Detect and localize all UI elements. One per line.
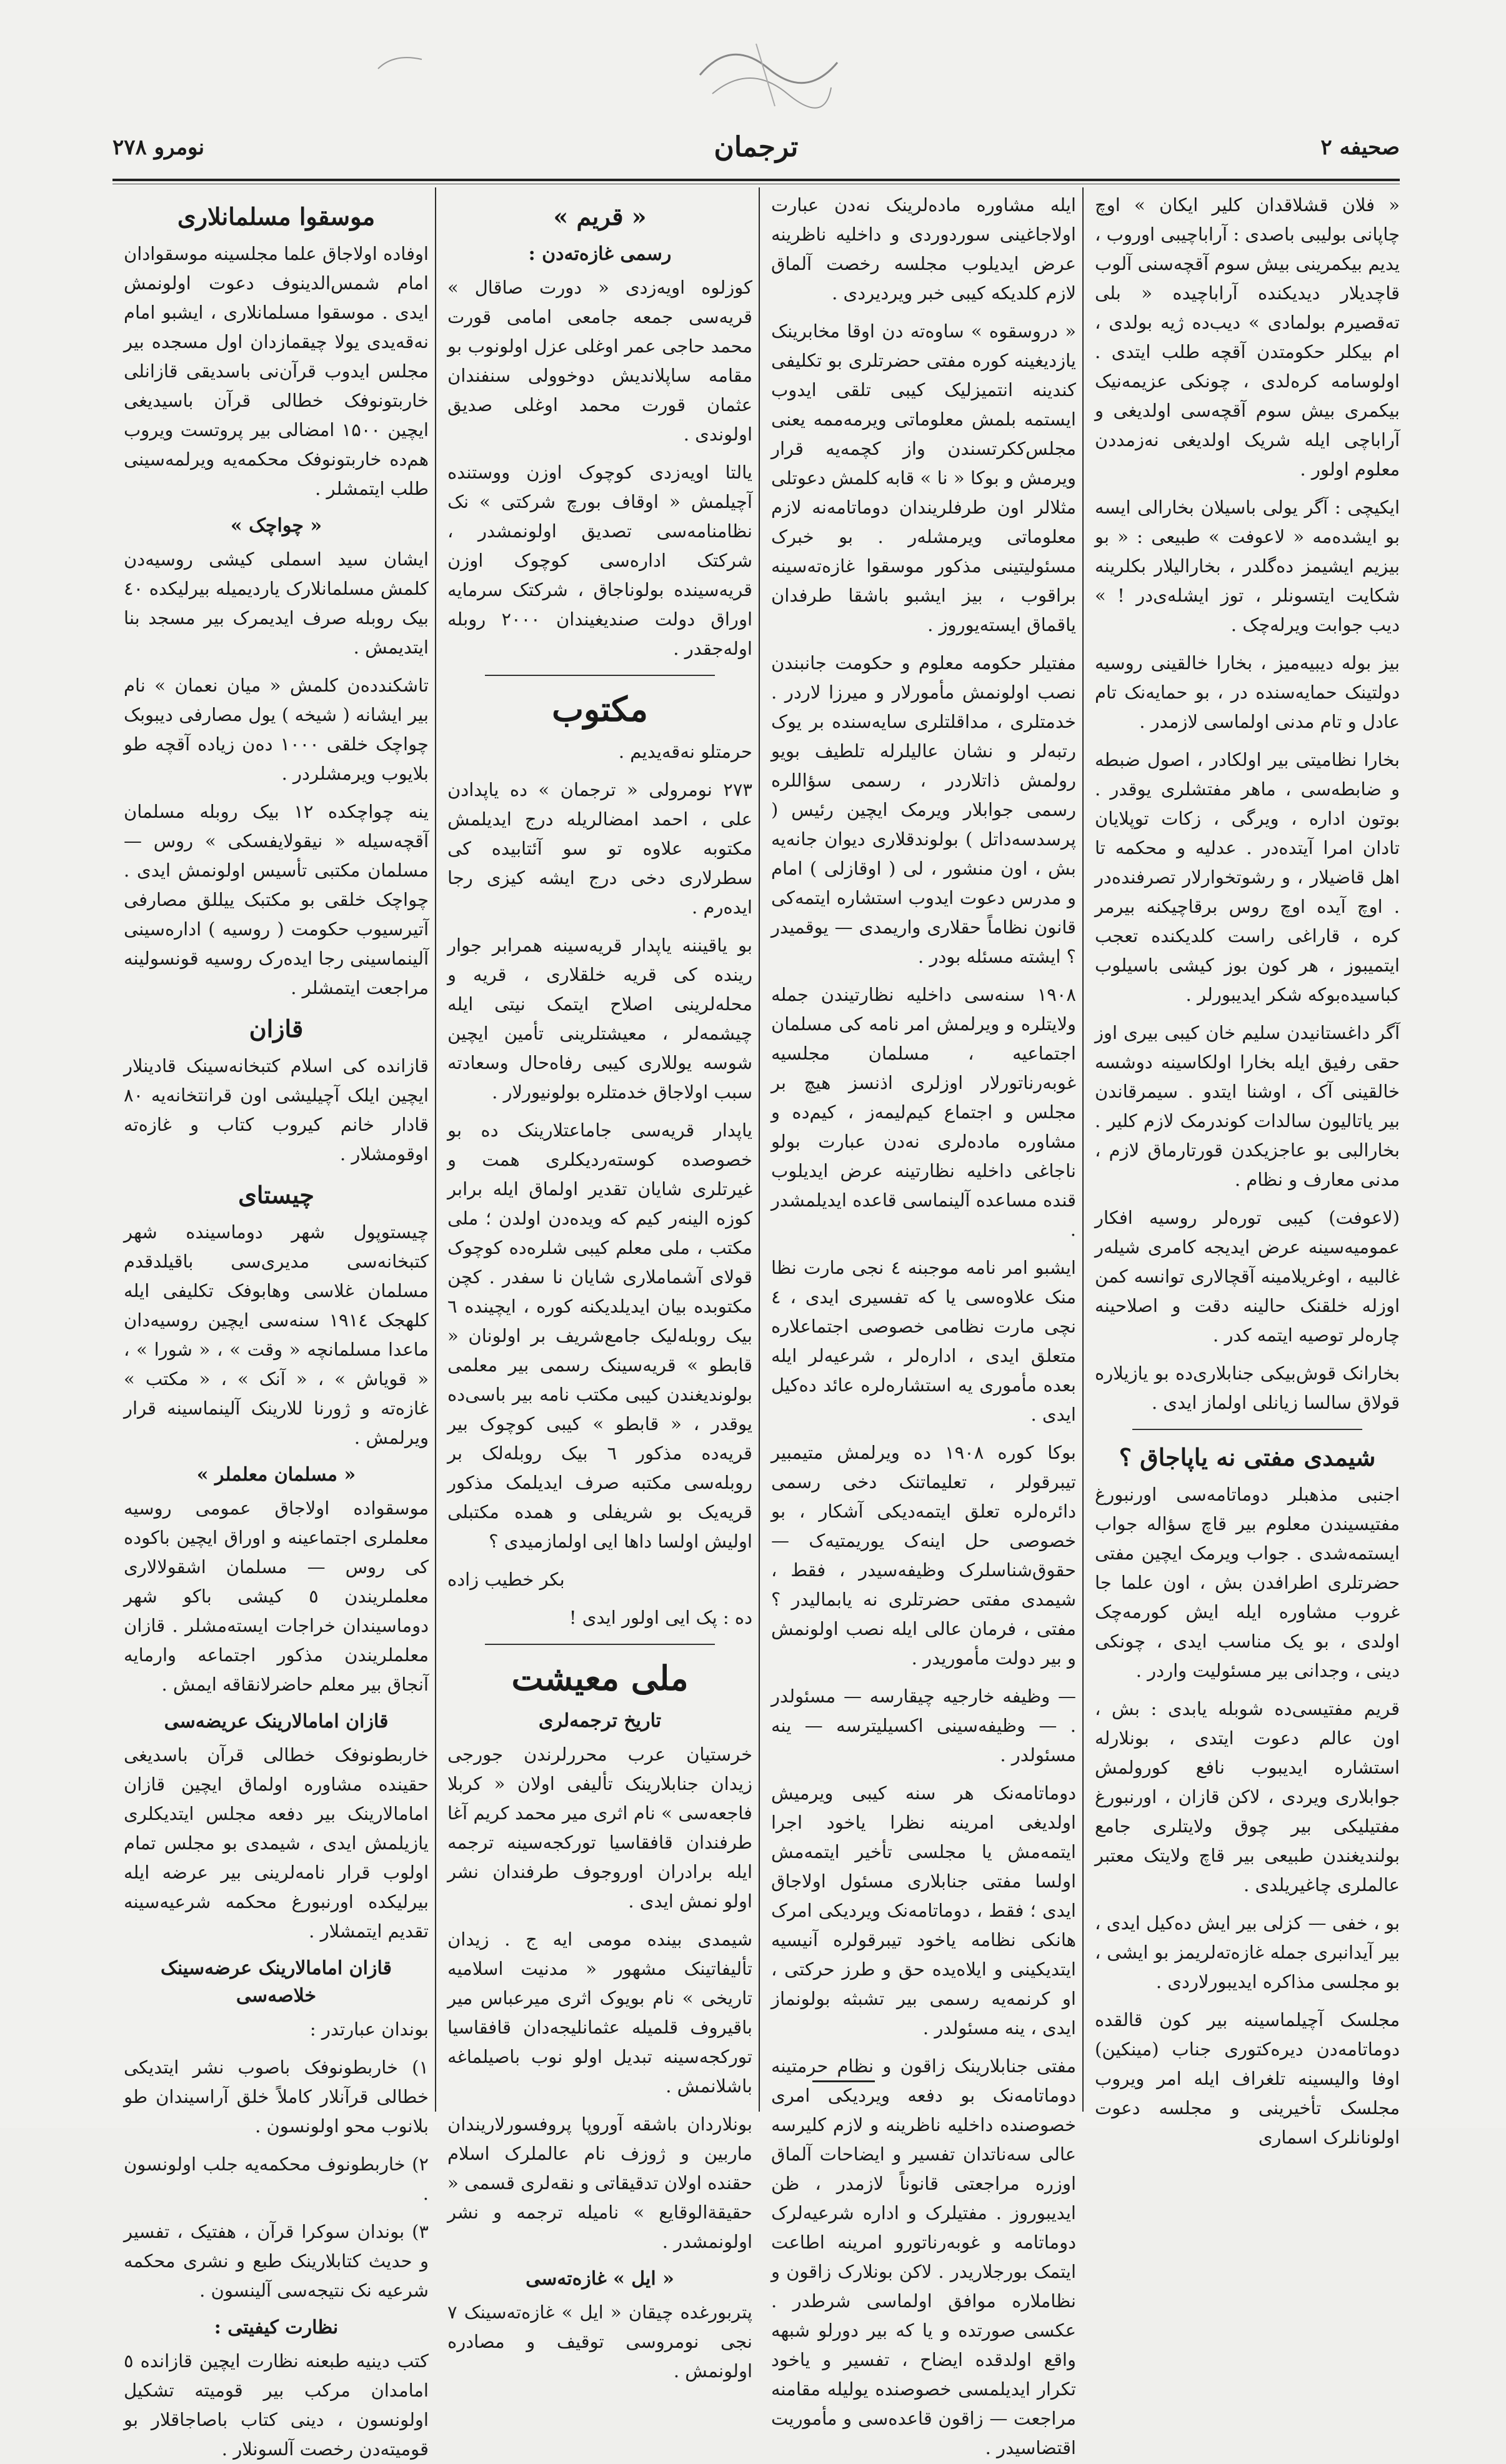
masthead bbox=[112, 131, 1400, 175]
article-heading: قازان bbox=[249, 1015, 304, 1043]
section-divider bbox=[1132, 1429, 1362, 1430]
article-paragraph: تاشکندده‌ن کلمش « میان نعمان » نام بیر ایشانه ( شیخه ) یول مصارفی دیبوبک چواچک خلقی ۱۰۰۰ ده‌ن زیاده آقچه طو بلایوب ویرمشلردر . bbox=[124, 675, 429, 784]
column-1 bbox=[1095, 191, 1400, 2148]
page-label: صحیفه ۲ bbox=[1320, 135, 1400, 160]
article-paragraph: قازانده کی اسلام کتبخانه‌سینک قادینلار ایچین ایلک آچیلیشی اون قرانتخانه‌یه ۸۰ قادار خانم کیروب کتاب و غازه‌ته اوقومشلار . bbox=[124, 1055, 429, 1165]
pen-mark bbox=[375, 50, 425, 75]
article-subheading: « ایل » غازه‌ته‌سی bbox=[526, 2268, 674, 2290]
article-subheading: نظارت کیفیتی : bbox=[214, 2317, 339, 2338]
article-paragraph: « دروسقوه » ساوه‌ته دن اوقا مخابرینک یازدیغینه کوره مفتی حضرتلری بو تکلیفی کندینه انتمیزلیک کیبی تلقی ایدوب ایستمه‌ بلمش معلوماتی ویرمه‌ممه یعنی مجلس‌ککرتسندن واز کچمه‌یه قرار ویرمش و بوکا « نا » قابه کلمش دعوتلی مثلالر اون طرفلریندان دوماتامه‌نه لازم معلوماتی ویرمشله‌ر . بو خبرک مسئولیتینی مذکور موسقوا غازه‌ته‌سینه براقوب ، بیز ایشبو باشقا طرفدان یاقماق ایسته‌یوروز . bbox=[771, 320, 1076, 635]
article-heading: شیمدی مفتی نه یاپاجاق ؟ bbox=[1119, 1443, 1376, 1471]
article-paragraph: موسقواده اولاجاق عمومی روسیه معلملری اجتماعینه و اوراق ایچین باکوده کی روس — مسلمان اشقولالاری معلملریندن ٥ کیشی باکو شهر دوماسیندان خراجات ایسته‌مشلر . قازان معلملریندن مذکور اجتماعه وارمایه آنجاق بیر معلم حاضرلانقاقه ایمش . bbox=[124, 1498, 429, 1695]
article-paragraph: مفتی جنابلارینک زاقون و نظام حرمتینه دوماتامه‌نک بو دفعه ویردیکی امری خصوصنده داخلیه ناظرینه و لازم کلیرسه عالی سه‌ناتدان تفسیر و ایضاحات آلماق اوزره مراجعتی قانوناً لازمدر ، ظن ایدیبوروز . مفتیلرک و اداره شرعیه‌لرک دوماتامه و غوبه‌رناتورو امرینه اطاعت ایتمک بورجلاریدر . لاکن بونلارک زاقون و نظاملاره موافق اولماسی شرطدر . عکسی صورتده و یا که بیر دورلو شبهه واقع اولدقده ایضاح ، تفسیر و یاخود تکرار ایدیلمسی خصوصنده یولیله مقامنه مراجعت — زاقون قاعده‌سی و مأموریت اقتضاسیدر . bbox=[771, 2055, 1076, 2458]
article-paragraph: دوماتامه‌نک هر سنه کیبی ویرمیش اولدیغی امرینه نظرا یاخود اجرا ایتمه‌مش یا مجلسی تأخیر ایتمه‌مش اولسا مفتی جنابلاری مسئول اولاجاق ایدی ؛ فقط ، دوماتامه‌نک ویردیکی امرک هانکی نظامه یاخود تیبرقولره آنیسیه ایتدیکینی و ایلاه‌یده حق و طرز حرکتی ، او کرنمه‌یه رسمی بیر تشبثه بولونماز ایدی ، ینه مسئولدر . bbox=[771, 1782, 1076, 2039]
article-subheading: تاریخ ترجمه‌لری bbox=[538, 1710, 662, 1732]
footer-rule bbox=[812, 2080, 875, 2082]
article-paragraph: ایله مشاوره ماده‌لرینک نه‌دن عبارت اولاجاغینی سوردوردی و داخلیه ناظرینه عرض ایدیلوب مجلسه رخصت آلماق لازم کلدیکه کیبی خبر ویردیردی . bbox=[771, 194, 1076, 304]
list-item: ۲) خاربطونوف محکمه‌یه جلب اولونسون . bbox=[124, 2154, 429, 2204]
list-item: ۱) خاربطونوفک باصوب نشر ایتدیکی خطالی قرآنلار کاملاً خلق آراسیندان طو بلانوب محو اولونسون . bbox=[124, 2057, 429, 2137]
article-paragraph: پتربورغده چیقان « ایل » غازه‌ته‌سینک ۷ نجی نومروسی توقیف و مصادره اولونمش . bbox=[447, 2302, 752, 2382]
column-divider bbox=[435, 187, 436, 2112]
column-divider bbox=[1082, 187, 1084, 2112]
article-paragraph: شیمدی بینده مومی ایه ج . زیدان تألیفاتینک مشهور « مدنیت اسلامیه تاریخی » نام بویوک اثری میرعباس میر باقیروف قلمیله عثمانلیجه‌دان قافقاسیا تورکجه‌سینه تبدیل اولو نوب باصیلماغه باشلانمش . bbox=[447, 1929, 752, 2097]
article-paragraph: — وظیفه خارجیه چیقارسه — مسئولدر . — وظیفه‌سینی اکسیلیترسه — ینه مسئولدر . bbox=[771, 1686, 1076, 1766]
column-divider bbox=[759, 187, 760, 2112]
article-paragraph: اجنبی مذهبلر دوماتامه‌سی اورنبورغ مفتیسیندن معلوم بیر قاچ سؤاله جواب ایستمه‌شدی . جواب ویرمک ایچین مفتی حضرتلری اطرافدن بش ، اون علما جا غروب مشاوره ایله ایش کورمه‌چک اولدی ، بو یک مناسب ایدی ، چونکی دینی ، وجدانی بیر مسئولیت واردر . bbox=[1095, 1484, 1400, 1681]
article-paragraph: بخارانک قوش‌بیکی جنابلاری‌ده بو یازیلاره قولاق سالسا زیانلی اولماز ایدی . bbox=[1095, 1363, 1400, 1413]
article-subheading: « چواچک » bbox=[230, 515, 322, 537]
article-subheading: قازان امامالارینک عریضه‌سی bbox=[164, 1711, 389, 1732]
article-paragraph: ایشبو امر نامه موجبنه ٤ نجی مارت نظا منک علاوه‌سی یا که تفسیری ایدی ، ٤ نچی مارت نظامی خصوصی اجتماعلاره متعلق ایدی ، اداره‌لر ، شرعیه‌لر ایله بعده مأموری یه استشاره‌لره عائد ده‌کیل ایدی . bbox=[771, 1257, 1076, 1425]
column-3 bbox=[447, 191, 752, 2382]
article-paragraph: خاربطونوفک خطالی قرآن باسدیغی حقینده مشاوره اولماق ایچین قازان امامالارینک بیر دفعه مجلس ایتدیکلری یازیلمش ایدی ، شیمدی بو مجلس تمام اولوب قرار نامه‌لرینی بیر عرضه ایله بیرلیکده اورنبورغ محکمه‌ شرعیه‌سینه تقدیم ایتمشلار . bbox=[124, 1744, 429, 1942]
article-paragraph: بو یاقیننه یاپدار قریه‌سینه همرابر جوار رینده کی قریه خلقلاری ، قریه و محله‌لرینی اصلاح ایتمک نیتی ایله چیشمه‌لر ، معیشتلرینی تأمین ایچین شوسه یوللاری کیبی رفاه‌حال وسعادته سبب اولاجاق خدمتلره بولونیورلار . bbox=[447, 935, 752, 1103]
article-paragraph: کوزلوه اویه‌زدی « دورت صاقال » قریه‌سی جمعه جامعی امامی قورت محمد حاجی عمر اوغلی عزل اولونوب بو مقامه ساپلاندیش دوخوولی سنفندان عثمان قورت محمد اوغلی صدیق اولوندی . bbox=[447, 277, 752, 445]
article-paragraph: حرمتلو نه‌قه‌یدیم . bbox=[618, 741, 752, 762]
article-paragraph: ۲۷۳ نومرولی « ترجمان » ده یاپدادن علی ، احمد امضالریله درج ایدیلمش مکتوبه علاوه تو سو آئتابیده کی سطرلاری دخی درج ایشه کیزی رجا ایده‌رم . bbox=[447, 779, 752, 918]
article-paragraph: یاپدار قریه‌سی جاماعتلارینک ده بو خصوصده کوسته‌ردیکلری همت و غیرتلری شایان تقدیر اولماق ایله برابر کوزه الینه‌ر کیم که ویده‌دن اولدن ؛ ملی مکتب ، ملی معلم کیبی شلره‌ده کوچوک قولای آشماملاری شایان نا سفدر . کچن مکتوبده بیان ایدیلدیکنه کوره ، ایچینده ٦ بیک روبله‌لیک جامع‌شریف بر اولونان « قابطو » قریه‌سینک رسمی بیر معلمی بولوندیغندن کیبی مکتب نامه بیر باسی‌ده یوقدر ، « قابطو » کیبی کوچوک بیر قریه‌ده مذکور ٦ بیک روبله‌لک بر روبله‌سی مکتبه صرف ایدیلمک مذکور قریه‌یک بو شریفلی و همده مکتبلی اولیش اولسا داها ایی اولمازمیدی ؟ bbox=[447, 1120, 752, 1552]
article-heading: موسقوا مسلمانلاری bbox=[177, 202, 376, 231]
article-paragraph: (لاعوفت) کیبی توره‌لر روسیه افکار عمومیه‌سینه عرض ایدیجه کامری شیله‌ر غالبیه ، اوغریلامینه آقچالاری توانسه کمن اوزله خلقنک حالینه دقت و اصلاحینه چاره‌لر توصیه ایتمه کدر . bbox=[1095, 1207, 1400, 1346]
article-paragraph: اوفاده اولاجاق علما مجلسینه موسقوادان امام شمس‌الدینوف دعوت اولونمش ایدی . موسقوا مسلمانلاری ، ایشبو امام نه‌قه‌یدی یولا چیقمازدان اول مسجده بیر مجلس ایدوب قرآن‌نی باسدیقی قازانلی خاربتونوفک خطالی قرآن باسیدیغی ایچین ۱۵۰۰ امضالی بیر پروتست ویروب هم‌ده خاربتونوفک محکمه‌یه ویرلمه‌سینی طلب ایتمشلر . bbox=[124, 243, 429, 499]
article-paragraph: بونلاردان باشقه آوروپا پروفسورلاریندان ماربین و ژوزف نام عالملرک اسلام حقنده اولان تدقیقاتی و نقه‌لری قسمی « حقیقة‌الوقایع » نامیله ترجمه و نشر اولونمشدر . bbox=[447, 2114, 752, 2252]
masthead-rule bbox=[112, 179, 1400, 181]
article-paragraph: بوکا کوره ۱۹۰۸ ده ویرلمش متیمبیر تیبرقولر ، تعلیماتنک دخی رسمی دائره‌لره تعلق ایتمه‌دیکی آشکار ، بو خصوصی حل اینه‌ک یوریمتیه‌ک — حقوق‌شناسلرک وظیفه‌سیدر ، فقط ، شیمدی مفتی حضرتلری نه یابماليدر ؟ مفتی ، فرمان عالی ایله نصب اولونمش و بیر دولت مأموریدر . bbox=[771, 1442, 1076, 1669]
article-paragraph: ۱۹۰۸ سنه‌سی داخلیه نظارتیندن جمله ولایتلره و ویرلمش امر نامه کی مسلمان اجتماعیه ، مسلمان مجلسیه غوبه‌رناتورلار اوزلری اذنسز هیچ بر مجلس و اجتماع کیم‌لیمه‌ز ، کیم‌ده‌ و مشاوره ماده‌لری نه‌دن عبارت بولو ناجاغی داخلیه نظارتینه عرض ایدیلوب قنده مساعده آلینماسی قاعده ایدیلمشدر . bbox=[771, 984, 1076, 1240]
section-divider bbox=[485, 675, 715, 676]
article-paragraph: مجلسک آچیلماسینه بیر کون قالقده دوماتامه‌دن دیره‌کتوری جناب (مینکین) اوفا والیسینه تلغراف ایله امر ویروب مجلسک تأخیرینی و مجلسه دعوت اولونانلرک اسماری bbox=[1095, 2009, 1400, 2148]
article-heading: « قریم » bbox=[553, 202, 647, 231]
column-4 bbox=[124, 191, 429, 2460]
article-paragraph: کتب دینیه طبعنه نظارت ایچین قازانده ٥ امامدان مرکب بیر قومیته تشکیل اولونسون ، دینی کتاب باصاجاقلار بو قومیته‌دن رخصت آلسونلار . bbox=[124, 2350, 429, 2460]
column-2 bbox=[771, 191, 1076, 2458]
article-paragraph: ایکیچی : آگر یولی باسیلان بخارالی ایسه بو ایشده‌مه « لاعوفت » طبیعی : « بو بیزیم ایشیمز ده‌گلدر ، بخارالیلار بکلرینه شکایت ایتسونلر ، توز ایشله‌ی‌در ! » دیب جوابت ویرله‌چک . bbox=[1095, 497, 1400, 635]
article-paragraph: « فلان قشلاقدان کلیر ایکان » اوچ چاپانی بولیبی باصدی : آراباچیبی اوروب ، یدیم بیکمرینی بیش سوم آقچه‌سنی آلوب قاچدیلار دیدیکنده آراباچیده « بلی ته‌قصیرم بولمادی » دیب‌ده ژیه بولدی ، ام بیکلر حکومتدن آقچه طلب ایتدی . اولوسامه کره‌لدی ، چونکی عزیمه‌نیک بیکمری بیش سوم آقچه‌سی اولدیغی و آراباچی ایله شریک اولدیغی نه‌زمددن معلوم اولور . bbox=[1095, 194, 1400, 480]
article-subheading: « مسلمان معلملر » bbox=[196, 1464, 356, 1486]
newspaper-title: ترجمان bbox=[714, 131, 799, 163]
issue-number: نومرو ۲۷۸ bbox=[112, 135, 205, 160]
article-paragraph: آگر داغستانیدن سلیم خان کیبی بیری اوز حقی رفیق ایله بخارا اولکاسینه دوشسه خالقینی آک ، اوشنا ایتدو . سیمرقاندن بیر یاتالیون سالدات کوندرمک لازم کلیر . بخارالبی بو عاجزیکدن قورتارماق لازم ، مدنی معارف و نظام . bbox=[1095, 1022, 1400, 1190]
article-paragraph: ایشان سید اسملی کیشی روسیه‌دن کلمش مسلمانلارک یاردیمیله بیرلیکده ٤۰ بیک روبله صرف ایدیمرک بیر مسجد بنا ایتدیمش . bbox=[124, 549, 429, 658]
library-stamp-mark bbox=[687, 25, 850, 119]
article-subheading: رسمی غازه‌ته‌دن : bbox=[528, 243, 672, 265]
article-paragraph: بو ، خفی — کزلی بیر ایش ده‌کیل ایدی ، بیر آیدانبری جمله غازه‌ته‌لریمز بو ایشی ، بو مجلسی مذاکره ایدیبورلاردی . bbox=[1095, 1912, 1400, 1992]
article-subheading: قازان امامالارینک عرضه‌سینک خلاصه‌سی bbox=[161, 1957, 392, 2007]
article-paragraph: بوندان عبارتدر : bbox=[309, 2019, 429, 2040]
author-signature: بکر خطیب زاده bbox=[447, 1569, 565, 1590]
article-paragraph: چیستوپول شهر دوماسینده شهر کتبخانه‌سی مدیری‌سی باقیلدقدم مسلمان غلاسی وهابوفک تکلیفی ایله کلهجک ۱۹۱٤ سنه‌سی ایچین روسیه‌دان ماعدا مسلمانچه « وقت » ، « شورا » ، « قویاش » ، « آنک » ، « مکتب » غازه‌ته و ژورنا للارینک آلینماسینه قرار ویرلمش . bbox=[124, 1221, 429, 1448]
article-paragraph: خرستیان عرب محررلرندن جورجی زیدان جنابلارینک تألیفی اولان « کربلا فاجعه‌سی » نام اثری میر محمد کریم آغا طرفندان قافقاسیا تورکجه‌سینه ترجمه ایله برادران اوروجوف طرفندان نشر اولو نمش ایدی . bbox=[447, 1744, 752, 1912]
list-item: ۳) بوندان سوکرا قرآن ، هفتیک ، تفسیر و حدیث کتابلارینک طبع و نشری محکمه شرعیه نک نتیجه‌سی آلینسون . bbox=[124, 2221, 429, 2301]
article-paragraph: یالتا اویه‌زدی کوچوک اوزن ووستنده آچیلمش « اوقاف بورچ شرکتی » نک نظامنامه‌سی تصدیق اولونمشدر ، شرکتک اداره‌سی کوچوک اوزن قریه‌سینده بولوناجاق ، شرکتک سرمایه اوراق دولت صندیغیندان ۲۰۰۰ روبله اوله‌جقدر . bbox=[447, 462, 752, 659]
article-heading: مکتوب bbox=[552, 689, 648, 729]
article-paragraph: بیز بوله دیبیه‌میز ، بخارا خالقینی روسیه دولتینک حمایه‌سنده‌ در ، بو حمایه‌نک تام عادل و تام مدنی اولماسی لازمدر . bbox=[1095, 652, 1400, 732]
section-divider bbox=[485, 1644, 715, 1645]
article-paragraph: مفتیلر حکومه معلوم و حکومت جانبندن نصب اولونمش مأمورلار و میرزا لاردر . خدمتلری ، مداقلتلری سایه‌سنده بر یوک رتبه‌لر و نشان عالیلرله تلطیف بویو رولمش ذاتلاردر ، رسمی سؤاللره رسمی جوابلار ویرمک ایچین رئیس ( پرسدسه‌داتل ) بولوندقلاری دیوان جانه‌یه بش ، اون منشور ، لی ( اوقازلی ) امام و مدرس دعوت ایدوب استشاره ایتمه‌کی قانون نظاماً حقلاری واریمدی — یوقمیدر ؟ ایشته مسئله بودر . bbox=[771, 652, 1076, 967]
article-paragraph: ینه چواچکده ۱۲ بیک روبله مسلمان آقچه‌سیله « نیقولایفسکی » روس — مسلمان مکتبی تأسیس اولونمش ایدی . چواچک خلقی بو مکتبک ییللق مصارفی آتیرسیوب حکومت ( روسیه ) اداره‌سینی آلینماسینی رجا ایده‌رک روسیه قونسولینه مراجعت ایتمشلر . bbox=[124, 801, 429, 998]
article-heading: ملی معیشت bbox=[511, 1658, 689, 1698]
article-paragraph: قریم مفتیسی‌ده شوبله یابدی : بش ، اون عالم دعوت ایتدی ، بونلارله استشاره ایدیبوب نافع کورولمش جوابلاری ویردی ، لاکن قازان ، اورنبورغ مفتیلیکی بیر چوق ولایتلری جامع بولندیغندن طبیعی بیر قاچ ولایتک معتبر عالملری چاغیریلدی . bbox=[1095, 1698, 1400, 1895]
article-paragraph: بخارا نظامیتی بیر اولکادر ، اصول ضبطه و ضابطه‌سی ، ماهر مفتشلری یوقدر . بوتون اداره ، ویرگی ، زکات توپلایان تادان امرا آیتده‌در . عدلیه و محکمه تا اهل قاضیلار ، و رشوتخوارلار تصرفنده‌در . اوچ آیده اوچ روس برقاچیکنه بیرمر کره ، قاراغی راست کلدیکنده تعجب ایتمیبوز ، هر کون بوز کیشی باسیلوب کباسیده‌بوکه شکر ایدیبورلر . bbox=[1095, 749, 1400, 1005]
editor-note: ده : پک ایی اولور ایدی ! bbox=[569, 1607, 752, 1628]
article-heading: چیستای bbox=[238, 1181, 314, 1209]
